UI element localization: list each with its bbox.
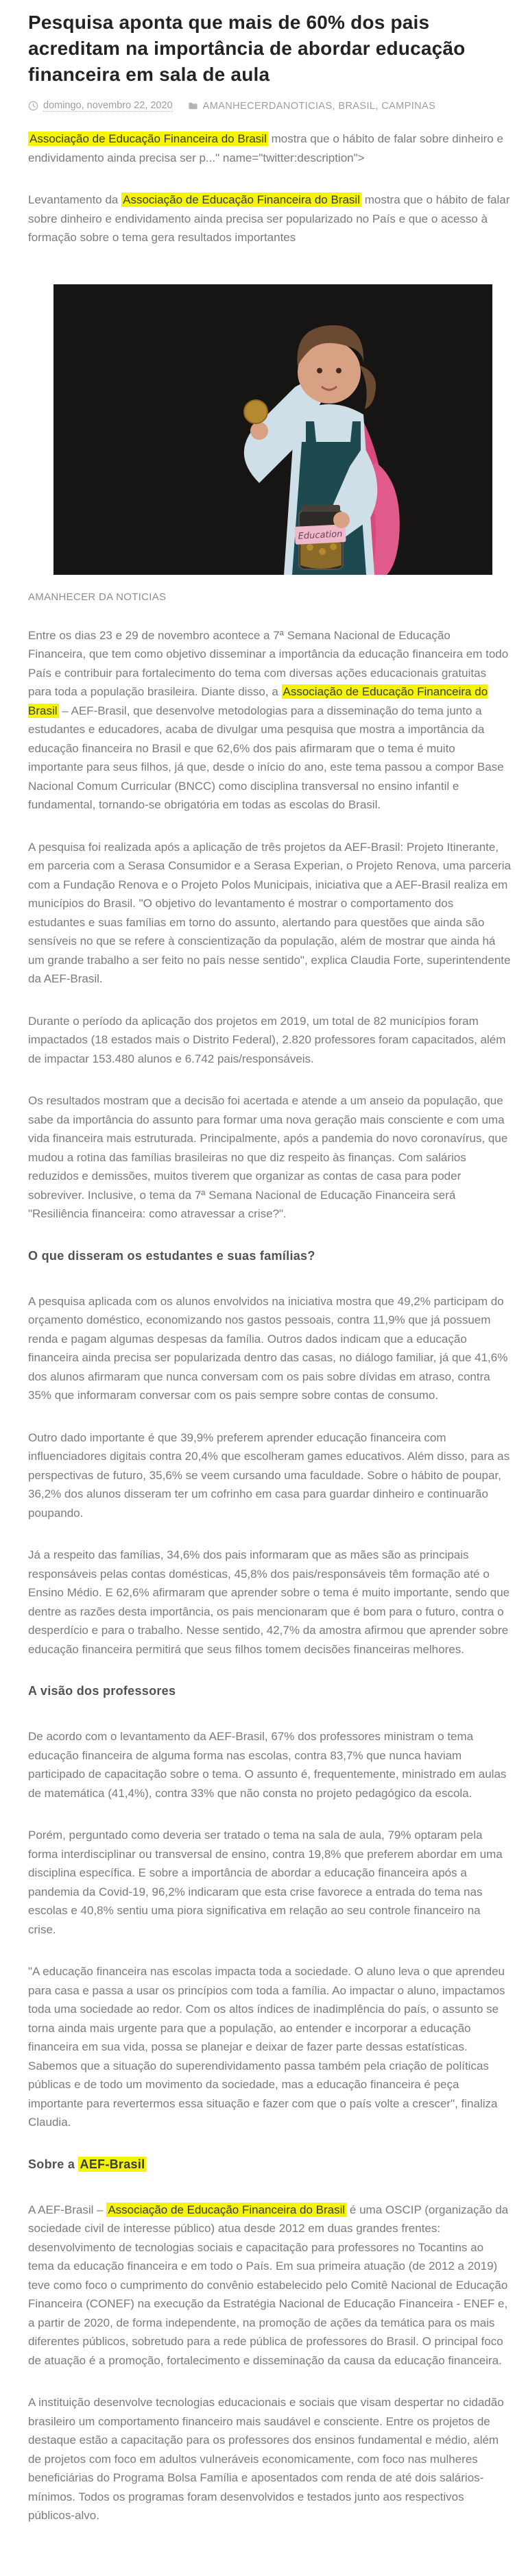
article-paragraph [28, 1962, 511, 2132]
article-paragraph [28, 1091, 511, 1224]
article-body [28, 626, 511, 2525]
article-paragraph [28, 129, 511, 167]
article-paragraph [28, 1546, 511, 1659]
clock-icon [28, 101, 38, 111]
text-segment: A pesquisa aplicada com os alunos envolvidos na iniciativa mostra que 49,2% participam do orçamento doméstico, economizando nos gastos pessoais, contra 11,9% que já possuem renda e pagam algumas despesas da família. Outros dados indicam que a educação financeira ainda precisa ser popularizada dentro das casas, no diálogo familiar, já que 41,6% dos alunos afirmaram que nunca conversam com os pais sobre dívidas em atraso, contra 35% que informaram conversar com os pais sempre sobre contas de consumo. [28, 1294, 508, 1402]
article-paragraph [28, 2393, 511, 2525]
text-segment: De acordo com o levantamento da AEF-Brasil, 67% dos professores ministram o tema educação financeira de alguma forma nas escolas, contra 83,7% que nunca haviam participado de capacitação sobre o tema. O assunto é, frequentemente, ministrado em aulas de matemática (41,4%), contra 33% que não consta no projeto pedagógico da escola. [28, 1730, 507, 1800]
text-segment: O que disseram os estudantes e suas famílias? [28, 1248, 315, 1263]
post-categories-links[interactable]: AMANHECERDANOTICIAS, BRASIL, CAMPINAS [202, 100, 436, 112]
text-segment: A instituição desenvolve tecnologias educacionais e sociais que visam despertar no cidadão brasileiro um comportamento financeiro mais saudável e consciente. Entre os projetos de destaque estão a capacitação para os professores dos ensinos fundamental e médio, além de projetos com foco em adultos vulneráveis economicamente, com foco nas mulheres beneficiárias do Programa Bolsa Família e aposentados com renda de até dois salários-mínimos. Todos os programas foram desenvolvidos e testados junto aos respectivos públicos-alvo. [28, 2396, 504, 2522]
post-date-link[interactable]: domingo, novembro 22, 2020 [43, 100, 173, 111]
text-segment: mostra que o hábito de falar sobre dinheiro e endividamento ainda precisa ser p..." name="twitter:description"> [28, 132, 503, 164]
post-date-item [28, 100, 173, 112]
highlighted-text: Associação de Educação Financeira do Brasil [123, 193, 360, 206]
text-segment: A AEF-Brasil – [28, 2203, 107, 2216]
article-paragraph [28, 1428, 511, 1523]
highlighted-text: Associação de Educação Financeira do Brasil [108, 2203, 346, 2216]
photo-gap [28, 271, 511, 284]
post-title: Pesquisa aponta que mais de 60% dos pais acreditam na importância de abordar educação financeira em sala de aula [28, 12, 466, 85]
image-caption: AMANHECER DA NOTICIAS [28, 591, 167, 603]
text-segment: Durante o período da aplicação dos projetos em 2019, um total de 82 municípios foram impactados (18 estados mais o Distrito Federal), 2.820 professores foram capacitados, além de impactar 153.480 alunos e 6.742 pais/responsáveis. [28, 1014, 506, 1065]
text-segment: Entre os dias 23 e 29 de novembro acontece a 7ª Semana Nacional de Educação Financeira, que tem como objetivo disseminar a importância da educação financeira em todo País e contribuir para fortalecimento do tema com diversas ações educacionais gratuitas para toda a população brasileira. Diante disso, a [28, 628, 509, 698]
text-segment: "A educação financeira nas escolas impacta toda a sociedade. O aluno leva o que aprendeu para casa e passa a usar os princípios com toda a família. Ao impactar o aluno, impactamos toda uma sociedade ao redor. Com os altos índices de inadimplência do país, o assunto se torna ainda mais urgente para que a população, ao entender e incorporar a educação financeira em sua vida, possa se planejar e deixar de fazer parte dessas estatísticas. Sabemos que a situação do superendividamento passa também pela criação de políticas públicas e de todo um movimento da sociedade, mas a educação financeira é peça importante para revertermos essa situação e fazer com que o país volte a crescer", finaliza Claudia. [28, 1965, 505, 2129]
text-segment: mostra que o hábito de falar sobre dinheiro e endividamento ainda precisa ser popularizado no País e que o acesso à formação sobre o tema gera resultados importantes [28, 193, 510, 244]
article-paragraph [28, 1826, 511, 1939]
article-paragraph [28, 2201, 511, 2370]
text-segment: – AEF-Brasil, que desenvolve metodologias para a disseminação do tema junto a estudantes e educadores, acaba de divulgar uma pesquisa que mostra a importância da educação financeira no Brasil e que 62,6% dos pais afirmaram que o tema é muito importante para seus filhos, já que, desde o início do ano, este tema passou a compor Base Nacional Comum Curricular (BNCC) como disciplina transversal no ensino infantil e fundamental, tornando-se obrigatória em todas as escolas do Brasil. [28, 704, 504, 811]
text-segment: A pesquisa foi realizada após a aplicação de três projetos da AEF-Brasil: Projeto Itinerante, em parceria com a Serasa Consumidor e a Serasa Experian, o Projeto Renova, uma parceria com a Fundação Renova e o Projeto Polos Municipais, iniciativa que a AEF-Brasil realiza em municípios do Brasil. "O objetivo do levantamento é mostrar o comportamento dos estudantes e suas famílias em torno do assunto, alertando para questões que ainda são sensíveis no que se refere à conscientização da população, além de mostrar que ainda há um grande trabalho a ser feito no país nesse sentido", explica Claudia Forte, superintendente da AEF-Brasil. [28, 840, 511, 985]
text-segment: Os resultados mostram que a decisão foi acertada e atende a um anseio da população, que sabe da importância do assunto para formar uma nova geração mais consciente e com uma vida financeira mais estruturada. Principalmente, após a pandemia do novo coronavírus, que mudou a rotina das famílias brasileiras no que diz respeito às finanças. Com salários reduzidos e demissões, muitos tiverem que organizar as contas de casa para poder sobreviver. Inclusive, o tema da 7ª Semana Nacional de Educação Financeira será "Resiliência financeira: como atravessar a crise?". [28, 1094, 508, 1220]
post-meta [28, 100, 511, 112]
article-paragraph [28, 1292, 511, 1405]
post-categories-item [188, 101, 436, 112]
text-segment: Outro dado importante é que 39,9% preferem aprender educação financeira com influenciadores digitais contra 20,4% que escolheram games educativos. Além disso, para as perspectivas de futuro, 35,6% se veem cursando uma faculdade. Sobre o hábito de poupar, 36,2% dos alunos disseram ter um cofrinho em casa para guardar dinheiro e continuarão poupando. [28, 1431, 510, 1520]
section-heading [28, 1247, 511, 1265]
article-paragraph [28, 626, 511, 815]
caption-gap [28, 614, 511, 626]
girl-with-coin-illustration [53, 284, 492, 575]
text-segment: Levantamento da [28, 193, 122, 206]
section-heading [28, 2155, 511, 2173]
text-segment: Sobre a [28, 2157, 79, 2171]
text-segment: é uma OSCIP (organização da sociedade civil de interesse público) atua desde 2012 em duas grandes frentes: desenvolvimento de tecnologias sociais e capacitação para professores no Tocantins ao tema da educação financeira e em todo o País. Em sua primeira atuação (de 2012 a 2019) teve como foco o cumprimento do convênio estabelecido pelo Comitê Nacional de Educação Financeira (CONEF) na execução da Estratégia Nacional de Educação Financeira - ENEF e, a partir de 2020, de forma independente, na promoção de ações da temática para os mais diferentes públicos, sobretudo para a rede pública de professores do Brasil. O principal foco de atuação é a promoção, fortalecimento e disseminação da causa da educação financeira. [28, 2203, 509, 2367]
article-paragraph [28, 838, 511, 989]
highlighted-text: Associação de Educação Financeira do Brasil [28, 685, 488, 717]
text-segment: Porém, perguntado como deveria ser tratado o tema na sala de aula, 79% optaram pela forma interdisciplinar ou transversal de ensino, contra 19,8% que preferem abordar em uma disciplina específica. E sobre a importância de abordar a educação financeira após a pandemia da Covid-19, 96,2% indicaram que esta crise favorece a entrada do tema nas escolas e 40,8% sentiu uma piora significativa em relação ao seu controle financeiro na crise. [28, 1829, 503, 1936]
article-paragraph [28, 190, 511, 247]
svg-text:Education: Education [298, 528, 343, 542]
section-heading [28, 1682, 511, 1700]
article-paragraph [28, 1727, 511, 1803]
highlighted-text: AEF-Brasil [80, 2157, 145, 2171]
text-segment: A visão dos professores [28, 1684, 176, 1698]
highlighted-text: Associação de Educação Financeira do Brasil [29, 132, 267, 145]
article-photo [53, 284, 492, 575]
article-paragraph [28, 1012, 511, 1069]
article-lead [28, 129, 511, 247]
folder-icon [188, 101, 198, 111]
article-figure [28, 284, 511, 603]
text-segment: Já a respeito das famílias, 34,6% dos pais informaram que as mães são as principais responsáveis pelas contas domésticas, 45,8% dos pais/responsáveis têm formação até o Ensino Médio. E 62,6% afirmaram que aprender sobre o tema é muito importante, sendo que dentre as razões desta importância, os pais mencionaram que é bom para o futuro, contra o desperdício e para o trabalho. Nesse sentido, 42,7% da amostra afirmou que aprender sobre educação financeira permitirá que seus filhos tomem decisões financeiras melhores. [28, 1548, 510, 1656]
